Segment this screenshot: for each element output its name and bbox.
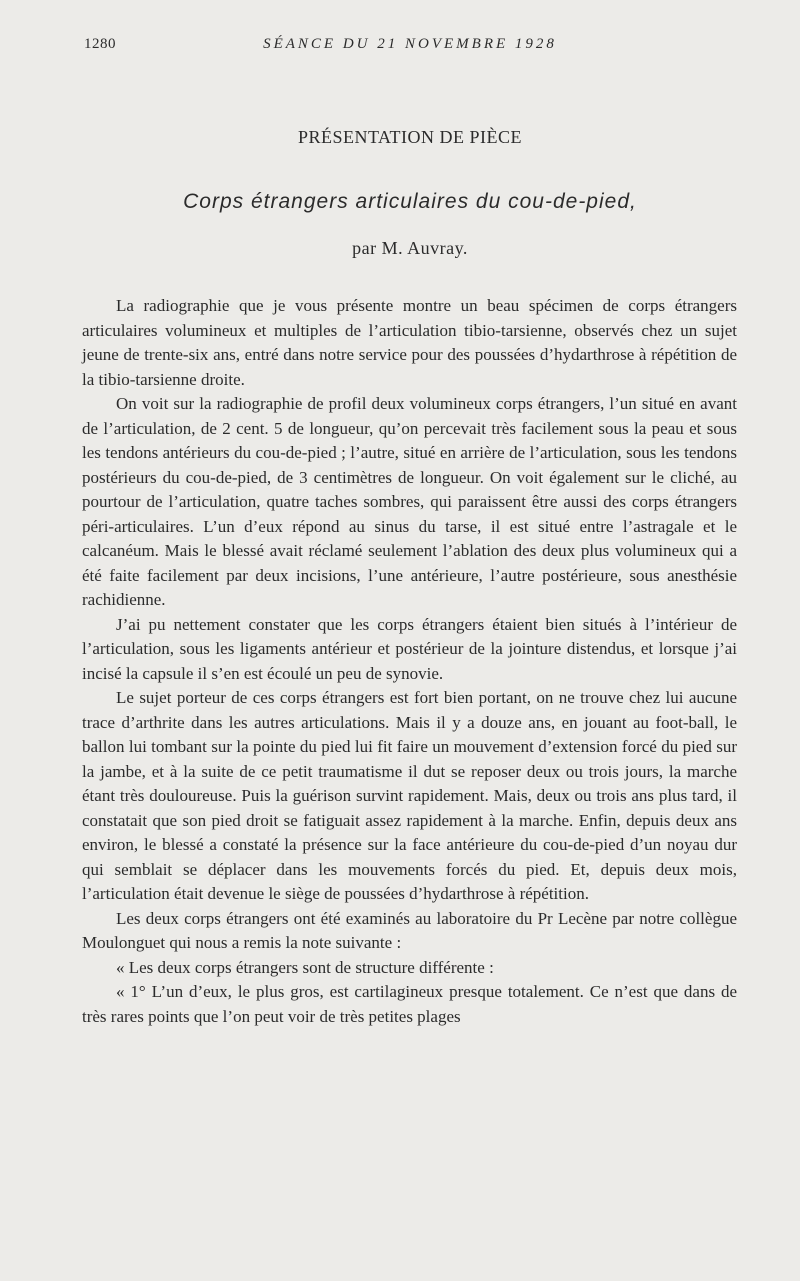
paragraph: Les deux corps étrangers ont été examinés au laboratoire du Pr Lecène par notre collègue Moulonguet qui nous a remis la note suivante : — [82, 908, 737, 952]
paragraph: La radiographie que je vous présente montre un beau spécimen de corps étrangers articulaires volumineux et multiples de l’articulation tibio-tarsienne, observés chez un sujet jeune de trente-six ans, entré dans notre service pour des poussées d’hydarthrose à répétition de la tibio-tarsienne droite. — [82, 296, 737, 389]
paragraph: On voit sur la radiographie de profil deux volumineux corps étrangers, l’un situé en avant de l’articulation, de 2 cent. 5 de longueur, qu’on percevait très facilement sous la peau et sous les tendons antérieurs du cou-de-pied ; l’autre, situé en arrière de l’articulation, sous les tendons postérieurs du cou-de-pied, de 3 centimètres de longueur. On voit également sur le cliché, au pourtour de l’articulation, quatre taches sombres, qui paraissent être aussi des corps étrangers péri-articulaires. L’un d’eux répond au sinus du tarse, il est situé entre l’astragale et le calcanéum. Mais le blessé avait réclamé seulement l’ablation des deux plus volumineux qui a été faite facilement par deux incisions, l’une antérieure, l’autre postérieure, sous anesthésie rachidienne. — [82, 394, 737, 609]
paragraph: J’ai pu nettement constater que les corps étrangers étaient bien situés à l’intérieur de l’articulation, sous les ligaments antérieur et postérieur de la jointure distendus, et lorsque j’ai incisé la capsule il s’en est écoulé un peu de synovie. — [82, 614, 737, 683]
body-text — [82, 294, 737, 1029]
running-head — [84, 36, 736, 58]
section-heading: PRÉSENTATION DE PIÈCE — [297, 127, 523, 147]
paragraph: Le sujet porteur de ces corps étrangers est fort bien portant, on ne trouve chez lui aucune trace d’arthrite dans les autres articulations. Mais il y a douze ans, en jouant au foot-ball, le ballon lui tombant sur la pointe du pied lui fit faire un mouvement d’extension forcé du pied sur la jambe, et à la suite de ce petit traumatisme il dut se reposer deux ou trois jours, la marche étant très douloureuse. Puis la guérison survint rapidement. Mais, deux ou trois ans plus tard, il constatait que son pied droit se fatiguait assez rapidement à la marche. Enfin, depuis deux ans environ, le blessé a constaté la présence sur la face antérieure du cou-de-pied d’un noyau dur qui semblait se déplacer dans les mouvements forcés du pied. Et, depuis deux mois, l’articulation était devenue le siège de poussées d’hydarthrose à répétition. — [82, 688, 737, 903]
byline: par M. Auvray. — [352, 238, 468, 258]
running-head-title: SÉANCE DU 21 NOVEMBRE 1928 — [263, 36, 557, 52]
page-number: 1280 — [84, 36, 116, 52]
paragraph: « 1° L’un d’eux, le plus gros, est cartilagineux presque totalement. Ce n’est que dans de très rares points que l’on peut voir de très petites plages — [82, 982, 737, 1026]
paragraph: « Les deux corps étrangers sont de structure différente : — [116, 957, 494, 977]
article-title: Corps étrangers articulaires du cou-de-pied, — [183, 190, 637, 213]
